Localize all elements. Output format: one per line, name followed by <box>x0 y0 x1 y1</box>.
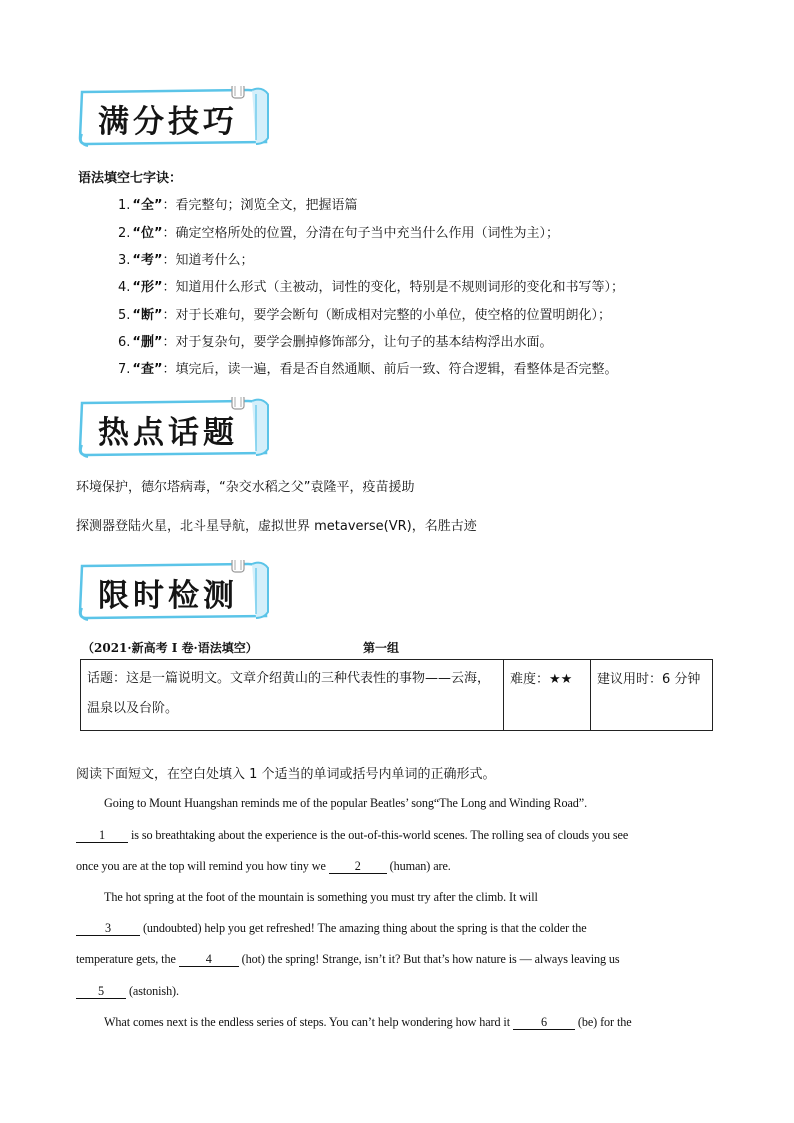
passage-line: once you are at the top will remind you how tiny we 2 (human) are. <box>76 859 451 873</box>
section-title-timed-test: 限时检测 <box>98 578 238 614</box>
difficulty-cell: 难度：★★ <box>504 660 591 731</box>
passage-line: Going to Mount Huangshan reminds me of the popular Beatles’ song“The Long and Winding Road”. <box>104 796 588 810</box>
section-title-hot-topics: 热点话题 <box>98 415 238 451</box>
rule-item: 2. “位”：确定空格所处的位置，分清在句子当中充当什么作用（词性为主）； <box>118 226 560 241</box>
section-banner-hot-topics <box>78 397 270 459</box>
rule-item: 3. “考”：知道考什么； <box>118 253 254 268</box>
passage-line: 1 is so breathtaking about the experience is the out-of-this-world scenes. The rolling sea of clouds you see <box>76 828 628 843</box>
section-banner-tips <box>78 86 270 148</box>
instructions: 阅读下面短文，在空白处填入 1 个适当的单词或括号内单词的正确形式。 <box>76 767 496 782</box>
passage-line: The hot spring at the foot of the mountain is something you must try after the climb. It will <box>104 890 538 904</box>
topic-cell: 话题：这是一篇说明文。文章介绍黄山的三种代表性的事物——云海，温泉以及台阶。 <box>81 660 504 731</box>
section-banner-timed-test <box>78 560 270 622</box>
group-label: 第一组 <box>363 641 400 655</box>
rule-item: 5. “断”：对于长难句，要学会断句（断成相对完整的小单位，使空格的位置明朗化）； <box>118 308 612 323</box>
star-icon: ★★ <box>549 672 573 687</box>
rule-item: 1. “全”：看完整句；浏览全文，把握语篇 <box>118 198 358 213</box>
blank-6[interactable]: 6 <box>513 1016 575 1030</box>
rules-title: 语法填空七字诀： <box>78 171 183 186</box>
passage-line: temperature gets, the 4 (hot) the spring! Strange, isn’t it? But that’s how nature is — always leaving us <box>76 952 620 966</box>
blank-1[interactable]: 1 <box>76 829 128 843</box>
section-title-tips: 满分技巧 <box>98 104 238 140</box>
passage-line: 3 (undoubted) help you get refreshed! The amazing thing about the spring is that the colder the <box>76 921 587 936</box>
info-table <box>80 659 713 731</box>
rule-item: 4. “形”：知道用什么形式（主被动，词性的变化，特别是不规则词形的变化和书写等）； <box>118 280 625 295</box>
blank-2[interactable]: 2 <box>329 860 387 874</box>
blank-3[interactable]: 3 <box>76 922 140 936</box>
blank-4[interactable]: 4 <box>179 953 239 967</box>
blank-5[interactable]: 5 <box>76 985 126 999</box>
rule-item: 6. “删”：对于复杂句，要学会删掉修饰部分，让句子的基本结构浮出水面。 <box>118 335 553 350</box>
passage-line: What comes next is the endless series of steps. You can’t help wondering how hard it 6 (be) for the <box>104 1015 632 1029</box>
exam-source: （2021·新高考 I 卷·语法填空） <box>82 641 258 655</box>
topic-line-2: 探测器登陆火星，北斗星导航，虚拟世界 metaverse(VR)，名胜古迹 <box>76 519 477 534</box>
passage-line: 5 (astonish). <box>76 984 179 999</box>
time-cell: 建议用时：6 分钟 <box>591 660 713 731</box>
topic-line-1: 环境保护，德尔塔病毒，“杂交水稻之父”袁隆平，疫苗援助 <box>76 480 415 495</box>
rule-item: 7. “查”：填完后，读一遍，看是否自然通顺、前后一致、符合逻辑，看整体是否完整。 <box>118 362 618 377</box>
